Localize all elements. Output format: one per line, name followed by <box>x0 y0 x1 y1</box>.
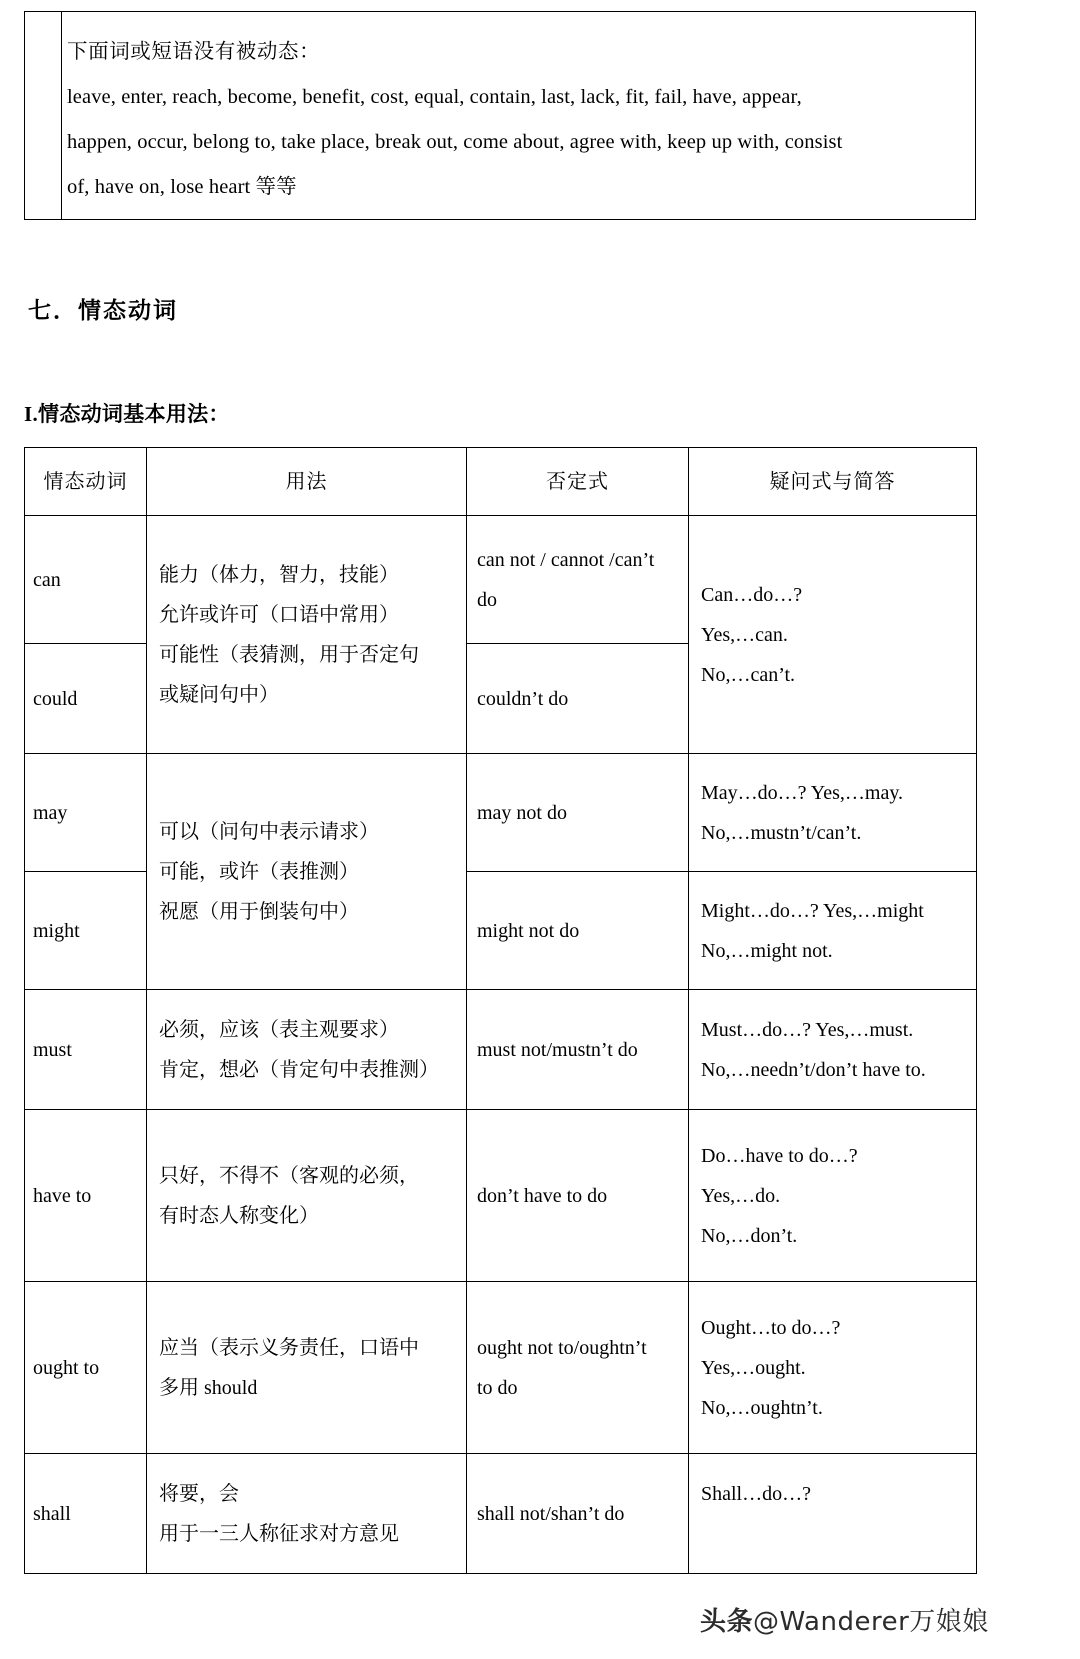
sub-heading: I.情态动词基本用法： <box>24 402 230 426</box>
usage-line: 只好，不得不（客观的必须， <box>159 1164 419 1187</box>
modal-cell-may: may <box>25 754 147 872</box>
modal-cell-shall: shall <box>25 1454 147 1574</box>
modal-cell-must: must <box>25 990 147 1110</box>
usage-line: 允许或许可（口语中常用） <box>159 603 399 626</box>
usage-cell-must <box>147 990 467 1110</box>
question-line: No,…mustn’t/can’t. <box>701 821 862 844</box>
watermark-handle: @Wanderer万娘娘 <box>753 1607 989 1637</box>
usage-line: 肯定，想必（肯定句中表推测） <box>159 1058 439 1081</box>
question-line: No,…needn’t/don’t have to. <box>701 1058 926 1081</box>
question-cell-can-could <box>689 516 977 754</box>
negative-line: shall not/shan’t do <box>477 1502 625 1525</box>
table-row <box>25 1110 977 1282</box>
question-line: Yes,…ought. <box>701 1356 806 1379</box>
watermark <box>700 1601 989 1638</box>
question-line: Might…do…? Yes,…might <box>701 899 924 922</box>
note-inner-vertical-rule <box>61 12 62 219</box>
modal-verbs-table <box>24 447 977 1574</box>
negative-cell-could <box>467 644 689 754</box>
question-line: Can…do…? <box>701 583 803 606</box>
note-line-2: leave, enter, reach, become, benefit, cost, equal, contain, last, lack, fit, fail, have, appear, <box>67 86 802 108</box>
question-line: Shall…do…? <box>701 1482 811 1505</box>
negative-cell-can <box>467 516 689 644</box>
question-line: No,…might not. <box>701 939 833 962</box>
usage-cell-ought-to <box>147 1282 467 1454</box>
question-cell-have-to <box>689 1110 977 1282</box>
column-header-modal: 情态动词 <box>25 448 147 516</box>
table-row <box>25 990 977 1110</box>
table-row <box>25 1282 977 1454</box>
usage-line: 应当（表示义务责任，口语中 <box>159 1336 419 1359</box>
column-header-question: 疑问式与简答 <box>689 448 977 516</box>
question-line: No,…don’t. <box>701 1224 798 1247</box>
column-header-usage: 用法 <box>147 448 467 516</box>
question-line: Yes,…can. <box>701 623 788 646</box>
table-row <box>25 754 977 872</box>
note-line-3: happen, occur, belong to, take place, break out, come about, agree with, keep up with, consist <box>67 131 843 153</box>
usage-line: 能力（体力，智力，技能） <box>159 563 399 586</box>
question-line: Yes,…do. <box>701 1184 781 1207</box>
negative-line: do <box>477 588 497 611</box>
usage-line: 祝愿（用于倒装句中） <box>159 900 359 923</box>
modal-cell-can: can <box>25 516 147 644</box>
negative-cell-have-to <box>467 1110 689 1282</box>
negative-cell-shall <box>467 1454 689 1574</box>
usage-line: 可以（问句中表示请求） <box>159 820 379 843</box>
usage-line: 可能性（表猜测，用于否定句 <box>159 643 419 666</box>
usage-line: 或疑问句中） <box>159 683 279 706</box>
note-line-1: 下面词或短语没有被动态： <box>67 41 321 63</box>
table-row <box>25 516 977 644</box>
usage-cell-may-might <box>147 754 467 990</box>
usage-line: 必须，应该（表主观要求） <box>159 1018 399 1041</box>
negative-cell-might <box>467 872 689 990</box>
passive-voice-note-box <box>24 11 976 220</box>
question-line: Do…have to do…? <box>701 1144 858 1167</box>
question-cell-must <box>689 990 977 1110</box>
negative-line: must not/mustn’t do <box>477 1038 638 1061</box>
usage-cell-can-could <box>147 516 467 754</box>
table-header-row <box>25 448 977 516</box>
modal-cell-could: could <box>25 644 147 754</box>
negative-line: don’t have to do <box>477 1184 608 1207</box>
modal-cell-have-to: have to <box>25 1110 147 1282</box>
modal-cell-ought-to: ought to <box>25 1282 147 1454</box>
usage-line: 有时态人称变化） <box>159 1204 319 1227</box>
negative-line: to do <box>477 1376 518 1399</box>
negative-line: might not do <box>477 919 580 942</box>
negative-cell-may <box>467 754 689 872</box>
column-header-negative: 否定式 <box>467 448 689 516</box>
note-line-4: of, have on, lose heart 等等 <box>67 176 297 198</box>
usage-line: 将要，会 <box>159 1482 239 1505</box>
usage-line: 可能，或许（表推测） <box>159 860 359 883</box>
usage-cell-have-to <box>147 1110 467 1282</box>
usage-cell-shall <box>147 1454 467 1574</box>
question-line: Ought…to do…? <box>701 1316 841 1339</box>
usage-line: 用于一三人称征求对方意见 <box>159 1522 399 1545</box>
section-heading: 七．情态动词 <box>28 298 178 323</box>
question-line: No,…oughtn’t. <box>701 1396 823 1419</box>
watermark-prefix: 头条 <box>700 1606 754 1636</box>
question-line: May…do…? Yes,…may. <box>701 781 904 804</box>
negative-cell-ought-to <box>467 1282 689 1454</box>
question-cell-may <box>689 754 977 872</box>
negative-line: may not do <box>477 801 567 824</box>
table-row <box>25 1454 977 1574</box>
modal-cell-might: might <box>25 872 147 990</box>
usage-line: 多用 should <box>159 1376 258 1399</box>
negative-line: can not / cannot /can’t <box>477 548 655 571</box>
question-line: No,…can’t. <box>701 663 796 686</box>
negative-cell-must <box>467 990 689 1110</box>
negative-line: couldn’t do <box>477 687 569 710</box>
question-line: Must…do…? Yes,…must. <box>701 1018 914 1041</box>
question-cell-might <box>689 872 977 990</box>
question-cell-ought-to <box>689 1282 977 1454</box>
negative-line: ought not to/oughtn’t <box>477 1336 647 1359</box>
question-cell-shall <box>689 1454 977 1574</box>
